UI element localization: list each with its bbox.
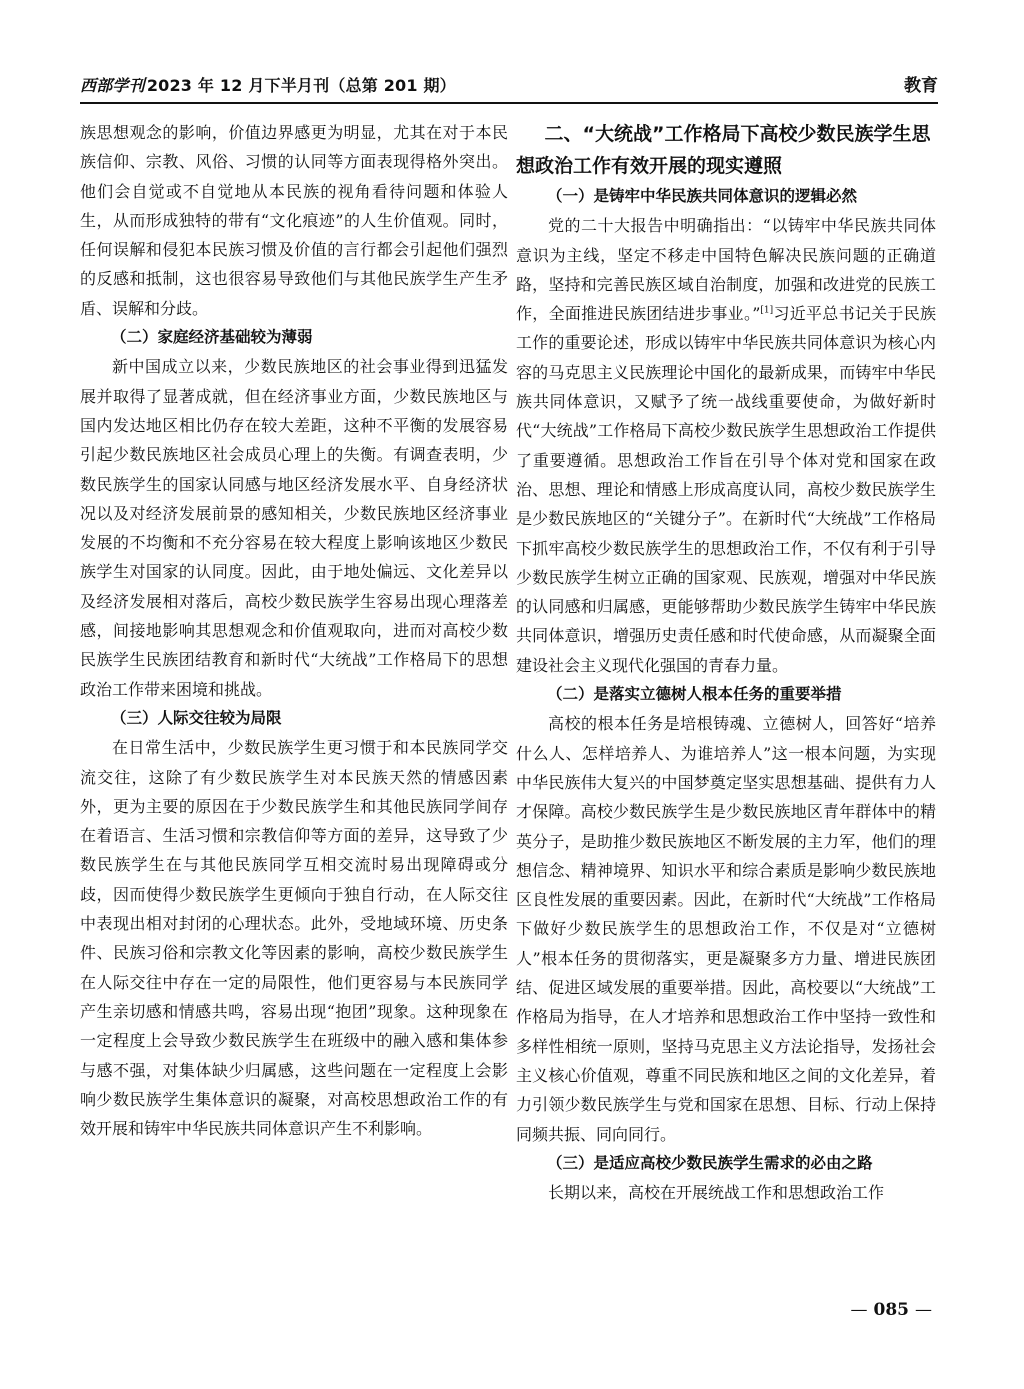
- footer-dash: —: [850, 1300, 868, 1320]
- journal-logo: 西部学刊: [80, 76, 145, 95]
- page-footer: [845, 1300, 939, 1320]
- section-title: 二、“大统战”工作格局下高校少数民族学生思想政治工作有效开展的现实遵照: [516, 123, 931, 177]
- paragraph: 在日常生活中，少数民族学生更习惯于和本民族同学交流交往，这除了有少数民族学生对本民族天然的情感因素外，更为主要的原因在于少数民族学生和其他民族同学间存在着语言、生活习惯和宗教信仰等方面的差异，这导致了少数民族学生在与其他民族同学互相交流时易出现障碍或分歧，因而使得少数民族学生更倾向于独自行动，在人际交往中表现出相对封闭的心理状态。此外，受地域环境、历史条件、民族习俗和宗教文化等因素的影响，高校少数民族学生在人际交往中存在一定的局限性，他们更容易与本民族同学产生亲切感和情感共鸣，容易出现“抱团”现象。这种现象在一定程度上会导致少数民族学生在班级中的融入感和集体参与感不强，对集体缺少归属感，这些问题在一定程度上会影响少数民族学生集体意识的凝聚，对高校思想政治工作的有效开展和铸牢中华民族共同体意识产生不利影响。: [80, 738, 508, 1139]
- paragraph: 长期以来，高校在开展统战工作和思想政治工作: [548, 1183, 885, 1203]
- page-number: 085: [873, 1300, 909, 1320]
- paragraph: [516, 211, 936, 680]
- paragraph-text: 党的二十大报告中明确指出：“以铸牢中华民族共同体意识为主线，坚定不移走中国特色解决民族问题的正确道路，坚持和完善民族区域自治制度，加强和改进党的民族工作，全面推进民族团结进步事业。”: [516, 216, 936, 324]
- paragraph-text: 习近平总书记关于民族工作的重要论述，形成以铸牢中华民族共同体意识为核心内容的马克思主义民族理论中国化的最新成果，而铸牢中华民族共同体意识，又赋予了统一战线重要使命，为做好新时代“大统战”工作格局下高校少数民族学生思想政治工作提供了重要遵循。思想政治工作旨在引导个体对党和国家在政治、思想、理论和情感上形成高度认同，高校少数民族学生是少数民族地区的“关键分子”。在新时代“大统战”工作格局下抓牢高校少数民族学生的思想政治工作，不仅有利于引导少数民族学生树立正确的国家观、民族观，增强对中华民族的认同感和归属感，更能够帮助少数民族学生铸牢中华民族共同体意识，增强历史责任感和时代使命感，从而凝聚全面建设社会主义现代化强国的青春力量。: [516, 304, 936, 675]
- paragraph: 新中国成立以来，少数民族地区的社会事业得到迅猛发展并取得了显著成就，但在经济事业方面，少数民族地区与国内发达地区相比仍存在较大差距，这种不平衡的发展容易引起少数民族地区社会成员心理上的失衡。有调查表明，少数民族学生的国家认同感与地区经济发展水平、自身经济状况以及对经济发展前景的感知相关，少数民族地区经济事业发展的不均衡和不充分容易在较大程度上影响该地区少数民族学生对国家的认同度。因此，由于地处偏远、文化差异以及经济发展相对落后，高校少数民族学生容易出现心理落差感，间接地影响其思想观念和价值观取向，进而对高校少数民族学生民族团结教育和新时代“大统战”工作格局下的思想政治工作带来困境和挑战。: [80, 357, 508, 699]
- subheading: （二）是落实立德树人根本任务的重要举措: [547, 685, 842, 704]
- issue-info: 2023 年 12 月下半月刊（总第 201 期）: [146, 76, 456, 95]
- section-label: 教育: [904, 76, 938, 96]
- citation-ref[interactable]: [1]: [760, 305, 774, 316]
- paragraph: 族思想观念的影响，价值边界感更为明显，尤其在对于本民族信仰、宗教、风俗、习惯的认同等方面表现得格外突出。他们会自觉或不自觉地从本民族的视角看待问题和体验人生，从而形成独特的带有“文化痕迹”的人生价值观。同时，任何误解和侵犯本民族习惯及价值的言行都会引起他们强烈的反感和抵制，这也很容易导致他们与其他民族学生产生矛盾、误解和分歧。: [80, 123, 508, 318]
- subheading: （一）是铸牢中华民族共同体意识的逻辑必然: [547, 187, 858, 205]
- footer-dash: —: [915, 1300, 932, 1320]
- left-column: [80, 118, 508, 1143]
- subheading: （二）家庭经济基础较为薄弱: [111, 328, 313, 347]
- running-header: [80, 70, 938, 104]
- subheading: （三）人际交往较为局限: [111, 708, 282, 727]
- subheading: （三）是适应高校少数民族学生需求的必由之路: [547, 1153, 873, 1172]
- right-column: [516, 118, 936, 1207]
- paragraph: 高校的根本任务是培根铸魂、立德树人，回答好“培养什么人、怎样培养人、为谁培养人”这一根本问题，为实现中华民族伟大复兴的中国梦奠定坚实思想基础、提供有力人才保障。高校少数民族学生是少数民族地区青年群体中的精英分子，是助推少数民族地区不断发展的主力军，他们的理想信念、精神境界、知识水平和综合素质是影响少数民族地区良性发展的重要因素。因此，在新时代“大统战”工作格局下做好少数民族学生的思想政治工作，不仅是对“立德树人”根本任务的贯彻落实，更是凝聚多方力量、增进民族团结、促进区域发展的重要举措。因此，高校要以“大统战”工作格局为指导，在人才培养和思想政治工作中坚持一致性和多样性相统一原则，坚持马克思主义方法论指导，发扬社会主义核心价值观，尊重不同民族和地区之间的文化差异，着力引领少数民族学生与党和国家在思想、目标、行动上保持同频共振、同向同行。: [516, 714, 936, 1144]
- journal-issue-line: [80, 73, 456, 96]
